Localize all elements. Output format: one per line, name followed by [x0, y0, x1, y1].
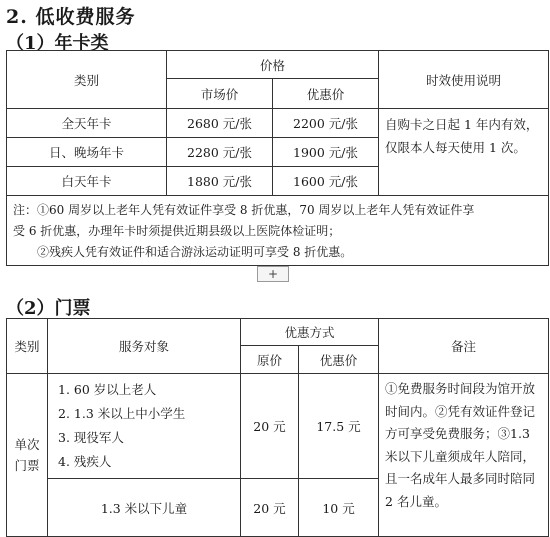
annual-note	[7, 196, 549, 266]
market-price: 2680 元/张	[167, 109, 273, 138]
list-item: 4. 残疾人	[58, 454, 112, 469]
section-heading: 2. 低收费服务	[6, 6, 136, 28]
list-item: 3. 现役军人	[58, 430, 124, 445]
table-row	[7, 374, 549, 479]
discount-price: 17.5 元	[299, 374, 379, 479]
original-price: 20 元	[241, 479, 299, 537]
note-line: ②残疾人凭有效证件和适合游泳运动证明可享受 8 折优惠。	[37, 245, 353, 259]
header-original-price: 原价	[241, 346, 299, 374]
list-item: 1. 60 岁以上老人	[58, 382, 157, 397]
discount-price: 10 元	[299, 479, 379, 537]
discount-price: 2200 元/张	[273, 109, 379, 138]
header-validity: 时效使用说明	[379, 51, 549, 109]
target-child: 1.3 米以下儿童	[48, 479, 241, 537]
discount-price: 1900 元/张	[273, 138, 379, 167]
note-line: 注：①60 周岁以上老年人凭有效证件享受 8 折优惠，70 周岁以上老年人凭有效证件享	[13, 203, 475, 217]
validity-text: 自购卡之日起 1 年内有效，仅限本人每天使用 1 次。	[379, 109, 549, 196]
header-discount-method: 优惠方式	[241, 319, 379, 346]
header-category: 类别	[7, 319, 48, 374]
card-name: 白天年卡	[7, 167, 167, 196]
header-category: 类别	[7, 51, 167, 109]
header-remarks: 备注	[379, 319, 549, 374]
ticket-table	[6, 318, 549, 537]
expand-button[interactable]: +	[257, 266, 289, 282]
market-price: 2280 元/张	[167, 138, 273, 167]
card-name: 日、晚场年卡	[7, 138, 167, 167]
annual-card-heading: （1）年卡类	[6, 33, 109, 54]
table-row	[7, 109, 549, 138]
remarks-text: ①免费服务时间段为馆开放时间内。②凭有效证件登记方可享受免费服务；③1.3 米以下儿童须成年人陪同，且一名成年人最多同时陪同 2 名儿童。	[379, 374, 549, 537]
header-market-price: 市场价	[167, 79, 273, 109]
header-price: 价格	[167, 51, 379, 79]
discount-price: 1600 元/张	[273, 167, 379, 196]
original-price: 20 元	[241, 374, 299, 479]
list-item: 2. 1.3 米以上中小学生	[58, 406, 186, 421]
note-line: 受 6 折优惠，办理年卡时须提供近期县级以上医院体检证明；	[13, 224, 341, 238]
header-discount-price: 优惠价	[299, 346, 379, 374]
header-target: 服务对象	[48, 319, 241, 374]
ticket-category: 单次门票	[7, 374, 48, 537]
annual-card-table	[6, 50, 549, 266]
header-discount-price: 优惠价	[273, 79, 379, 109]
ticket-heading: （2）门票	[6, 298, 91, 319]
target-list	[48, 374, 241, 479]
card-name: 全天年卡	[7, 109, 167, 138]
market-price: 1880 元/张	[167, 167, 273, 196]
